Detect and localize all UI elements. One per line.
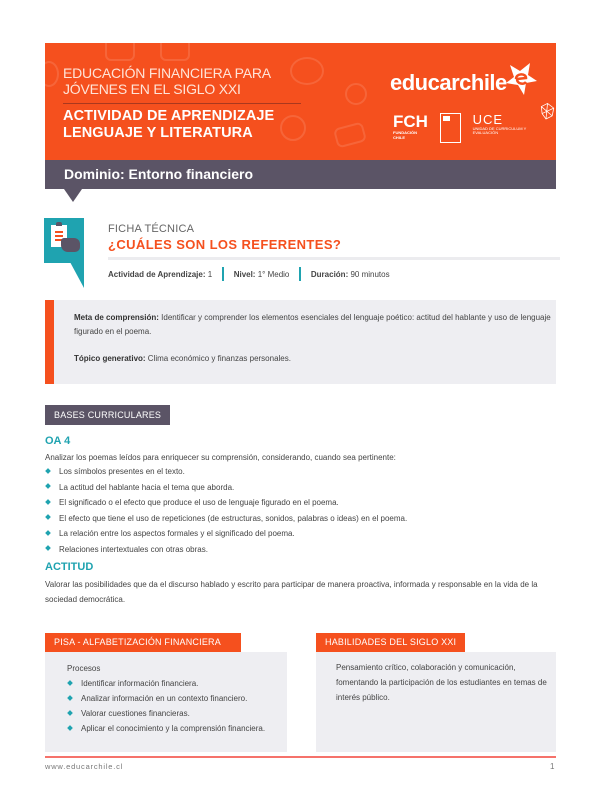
list-item: El efecto que tiene el uso de repeticiones (de estructuras, sonidos, palabras o ideas) en el poema.	[45, 511, 555, 527]
bases-curriculares-tag: BASES CURRICULARES	[45, 405, 170, 425]
goal-box	[45, 300, 556, 384]
program-subtitle: EDUCACIÓN FINANCIERA PARA JÓVENES EN EL SIGLO XXI	[63, 65, 271, 97]
footer-url[interactable]: www.educarchile.cl	[45, 762, 124, 771]
habilidades-tag: HABILIDADES DEL SIGLO XXI	[316, 633, 465, 652]
gobierno-logo	[440, 113, 461, 143]
activity-title	[63, 108, 323, 142]
pisa-box	[45, 652, 287, 752]
page-number: 1	[550, 762, 555, 771]
header-divider	[63, 103, 301, 104]
meta-separator	[299, 267, 301, 281]
network-icon	[539, 99, 556, 125]
habilidades-text: Pensamiento crítico, colaboración y comunicación, fomentando la participación de los estudiantes en temas de interés público.	[336, 663, 547, 702]
meta-level: Nivel: 1° Medio	[233, 269, 290, 279]
clipboard-map-icon	[44, 218, 84, 263]
list-item: Valorar cuestiones financieras.	[67, 706, 287, 721]
list-item: Relaciones intertextuales con otras obras.	[45, 542, 555, 558]
actitud-description: Valorar las posibilidades que da el discurso hablado y escrito para participar de manera proactiva, informada y responsable en la vida de la sociedad democrática.	[45, 580, 538, 604]
educarchile-logo: educarchile	[390, 70, 507, 95]
calculator-icon	[105, 43, 135, 61]
icon-speech-tail	[70, 262, 84, 288]
fch-logo: FCH FUNDACIÓN CHILE	[393, 112, 428, 140]
list-item: Identificar información financiera.	[67, 676, 287, 691]
meta-separator	[222, 267, 224, 281]
oa-title: OA 4	[45, 435, 71, 447]
meta-duration: Duración: 90 minutos	[310, 269, 390, 279]
receipt-icon	[160, 43, 190, 61]
header-banner	[45, 43, 556, 160]
ficha-label: FICHA TÉCNICA	[108, 223, 195, 235]
list-item: La relación entre los aspectos formales y el significado del poema.	[45, 526, 555, 542]
lightbulb-icon	[45, 61, 59, 87]
list-item: Aplicar el conocimiento y la comprensión financiera.	[67, 721, 287, 736]
list-item: El significado o el efecto que produce el uso de lenguaje figurado en el poema.	[45, 495, 555, 511]
domain-pointer	[64, 189, 82, 202]
activity-title-line2: LENGUAJE Y LITERATURA	[63, 125, 253, 141]
meta-activity: Actividad de Aprendizaje: 1	[108, 269, 213, 279]
activity-question-title: ¿CUÁLES SON LOS REFERENTES?	[108, 237, 342, 252]
uce-logo: UCE UNIDAD DE CURRICULUM Y EVALUACIÓN	[472, 112, 527, 135]
list-item: Los símbolos presentes en el texto.	[45, 464, 555, 480]
actitud-title: ACTITUD	[45, 561, 94, 573]
list-item: Analizar información en un contexto financiero.	[67, 691, 287, 706]
pisa-list	[67, 676, 287, 736]
domain-bar: Dominio: Entorno financiero	[45, 160, 556, 189]
ficha-meta	[108, 267, 390, 281]
activity-title-line1: ACTIVIDAD DE APRENDIZAJE	[63, 108, 275, 124]
partner-logos	[393, 113, 556, 143]
educarchile-e-icon	[504, 61, 538, 97]
comprehension-goal: Meta de comprensión: Identificar y comprender los elementos esenciales del lenguaje poético: actitud del hablante y uso de lenguaje figurado en el poema.	[74, 313, 551, 336]
procesos-label: Procesos	[67, 664, 101, 673]
footer-divider	[45, 756, 556, 758]
habilidades-box	[316, 652, 556, 752]
bill-icon	[333, 121, 367, 148]
pisa-tag: PISA - ALFABETIZACIÓN FINANCIERA	[45, 633, 241, 652]
generative-topic: Tópico generativo: Clima económico y finanzas personales.	[74, 354, 291, 363]
list-item: La actitud del hablante hacia el tema que aborda.	[45, 480, 555, 496]
oa-description: Analizar los poemas leídos para enriquecer su comprensión, considerando, cuando sea pertinente:	[45, 453, 396, 462]
oa-list	[45, 464, 555, 557]
magnifier-dollar-icon	[345, 83, 367, 105]
ficha-divider	[108, 257, 560, 260]
